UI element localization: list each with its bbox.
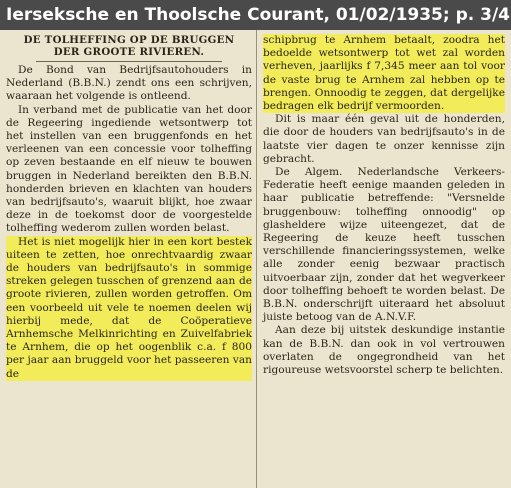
column-divider — [256, 30, 257, 488]
left-paragraph-1: De Bond van Bedrijfsautohouders in Nederland (B.B.N.) zendt ons een schrijven, waaraan het volgende is ontleend. — [6, 64, 252, 103]
title-divider — [36, 61, 222, 62]
right-column — [263, 34, 505, 377]
right-paragraph-2: Dit is maar één geval uit de honderden, die door de houders van bedrijfsauto's in de laatste vier dagen te onzer kennisse zijn gebracht. — [263, 113, 505, 165]
newspaper-clipping — [0, 30, 511, 488]
right-paragraph-1-highlighted: schipbrug te Arnhem betaalt, zoodra het bedoelde wetsontwerp tot wet zal worden verheven, jaarlijks f 7,345 meer aan tol voor de vaste brug te Arnhem zal hebben op te brengen. Onnoodig te zeggen, dat dergelijke bedragen elk bedrijf vermoorden. — [263, 34, 505, 113]
left-paragraph-3-highlighted: Het is niet mogelijk hier in een kort bestek uiteen te zetten, hoe onrechtvaardig zwaar de houders van bedrijfsauto's in sommige streken gelegen tusschen of grenzend aan de groote rivieren, zullen worden getroffen. Om een voorbeeld uit vele te noemen deelen wij hierbij mede, dat de Coöperatieve Arnhemsche Melkinrichting en Zuivelfabriek te Arnhem, die op het oogenblik c.a. f 800 per jaar aan bruggeld voor het passeeren van de — [6, 235, 252, 380]
left-paragraph-2: In verband met de publicatie van het door de Regeering ingediende wetsontwerp tot het instellen van een bruggenfonds en het verleenen van een concessie voor tolheffing op zeven bestaande en elf nieuw te bouwen bruggen in Nederland bereikten den B.B.N. honderden brieven en klachten van houders van bedrijfsauto's, waaruit blijkt, hoe zwaar deze in de toekomst door de voorgestelde tolheffing wederom zullen worden belast. — [6, 103, 252, 235]
right-paragraph-3: De Algem. Nederlandsche Verkeers-Federatie heeft eenige maanden geleden in haar publicatie betreffende: "Versnelde bruggenbouw: tolheffing onnoodig" op glasheldere wijze uiteengezet, dat de Regeering de keuze heeft tusschen verschillende financieringssystemen, welke alle zonder eenig bezwaar practisch uitvoerbaar zijn, zonder dat het wegverkeer door tolheffing behoeft te worden belast. De B.B.N. onderschrijft uiteraard het absoluut juiste betoog van de A.N.V.F. — [263, 166, 505, 324]
article-title-line-2: DER GROOTE RIVIEREN. — [53, 46, 205, 58]
article-title-line-1: DE TOLHEFFING OP DE BRUGGEN — [23, 34, 235, 46]
left-column — [6, 34, 252, 381]
right-paragraph-4: Aan deze bij uitstek deskundige instantie kan de B.B.N. dan ook in vol vertrouwen overlaten de ongegrondheid van het rigoureuse wetsvoorstel scherp te belichten. — [263, 324, 505, 377]
page-header-title: Ierseksche en Thoolsche Courant, 01/02/1935; p. 3/4 — [0, 0, 511, 30]
